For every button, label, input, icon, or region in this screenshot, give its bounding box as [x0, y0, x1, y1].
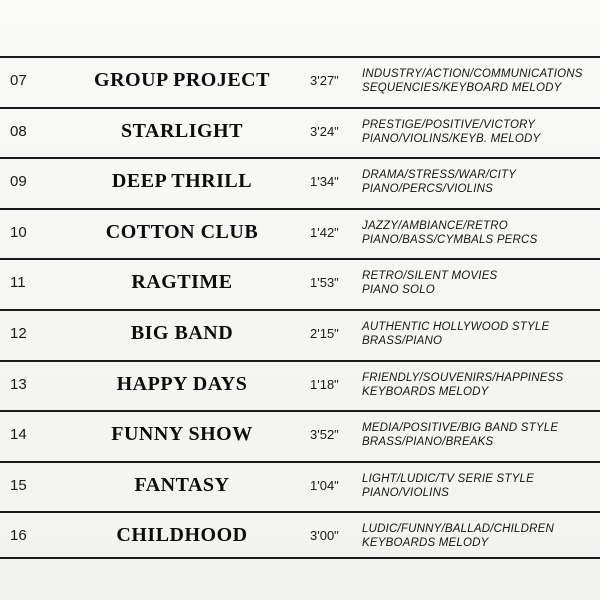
track-description-line-2: KEYBOARDS MELODY: [362, 537, 489, 550]
track-description: [362, 168, 516, 196]
track-number: 10: [10, 223, 27, 241]
track-title: COTTON CLUB: [105, 220, 259, 243]
track-description: [362, 67, 583, 95]
track-title: FUNNY SHOW: [111, 423, 253, 446]
track-duration: 1'04": [310, 477, 339, 493]
track-title: GROUP PROJECT: [94, 69, 270, 91]
track-description-line-1: AUTHENTIC HOLLYWOOD STYLE: [362, 320, 550, 333]
track-number: 07: [10, 72, 27, 89]
track-description: [362, 472, 534, 500]
track-title: FANTASY: [134, 473, 230, 496]
track-number: 16: [10, 527, 27, 545]
track-duration: 1'18": [310, 376, 339, 392]
track-title: CHILDHOOD: [116, 524, 248, 547]
track-number: 12: [10, 324, 27, 342]
track-title: RAGTIME: [131, 271, 233, 294]
track-description-line-2: PIANO/PERCS/VIOLINS: [362, 183, 493, 196]
track-row: [0, 461, 600, 509]
track-description-line-2: PIANO/VIOLINS: [362, 486, 449, 499]
track-number: 11: [10, 274, 26, 292]
track-description-line-1: LUDIC/FUNNY/BALLAD/CHILDREN: [362, 523, 554, 536]
track-description-line-1: DRAMA/STRESS/WAR/CITY: [362, 169, 517, 182]
track-description-line-1: RETRO/SILENT MOVIES: [362, 270, 498, 283]
track-description-line-2: SEQUENCIES/KEYBOARD MELODY: [362, 82, 562, 94]
track-duration: 1'34": [310, 174, 339, 190]
track-row: [0, 360, 600, 408]
track-row: [0, 208, 600, 256]
track-title: BIG BAND: [130, 321, 234, 344]
track-title: HAPPY DAYS: [116, 372, 248, 395]
track-description: [362, 522, 554, 550]
track-description-line-1: PRESTIGE/POSITIVE/VICTORY: [362, 118, 536, 131]
track-duration: 3'27": [310, 73, 339, 88]
track-description: [362, 118, 540, 146]
track-description: [362, 269, 497, 297]
track-row: [0, 107, 600, 155]
track-row: [0, 511, 600, 559]
track-title: DEEP THRILL: [111, 170, 253, 193]
track-number: 08: [10, 122, 27, 140]
track-row: [0, 309, 600, 357]
track-duration: 1'53": [310, 275, 339, 291]
track-row: [0, 157, 600, 205]
track-row: [0, 56, 600, 104]
track-description: [362, 219, 537, 247]
track-duration: 3'24": [310, 123, 339, 139]
track-duration: 3'00": [310, 528, 339, 544]
track-description-line-1: JAZZY/AMBIANCE/RETRO: [362, 219, 508, 232]
track-number: 14: [10, 426, 27, 444]
track-row: [0, 258, 600, 306]
track-description: [362, 421, 558, 449]
track-description-line-2: PIANO/BASS/CYMBALS PERCS: [362, 233, 538, 246]
track-description-line-2: PIANO/VIOLINS/KEYB. MELODY: [362, 132, 541, 145]
track-number: 13: [10, 375, 27, 393]
track-number: 15: [10, 476, 27, 494]
track-description-line-1: FRIENDLY/SOUVENIRS/HAPPINESS: [362, 371, 564, 384]
track-row: [0, 410, 600, 458]
track-duration: 2'15": [310, 325, 339, 341]
track-description-line-2: KEYBOARDS MELODY: [362, 385, 489, 398]
track-title: STARLIGHT: [121, 119, 243, 142]
track-list: [0, 56, 600, 562]
track-duration: 1'42": [310, 224, 339, 240]
track-description-line-2: PIANO SOLO: [362, 284, 435, 297]
track-description-line-1: MEDIA/POSITIVE/BIG BAND STYLE: [362, 422, 559, 435]
track-description-line-1: LIGHT/LUDIC/TV SERIE STYLE: [362, 472, 534, 485]
track-description-line-1: INDUSTRY/ACTION/COMMUNICATIONS: [362, 68, 583, 80]
track-description: [362, 371, 563, 399]
track-description: [362, 320, 549, 348]
track-number: 09: [10, 173, 27, 191]
track-duration: 3'52": [310, 427, 339, 443]
track-description-line-2: BRASS/PIANO: [362, 334, 443, 347]
track-description-line-2: BRASS/PIANO/BREAKS: [362, 436, 494, 449]
